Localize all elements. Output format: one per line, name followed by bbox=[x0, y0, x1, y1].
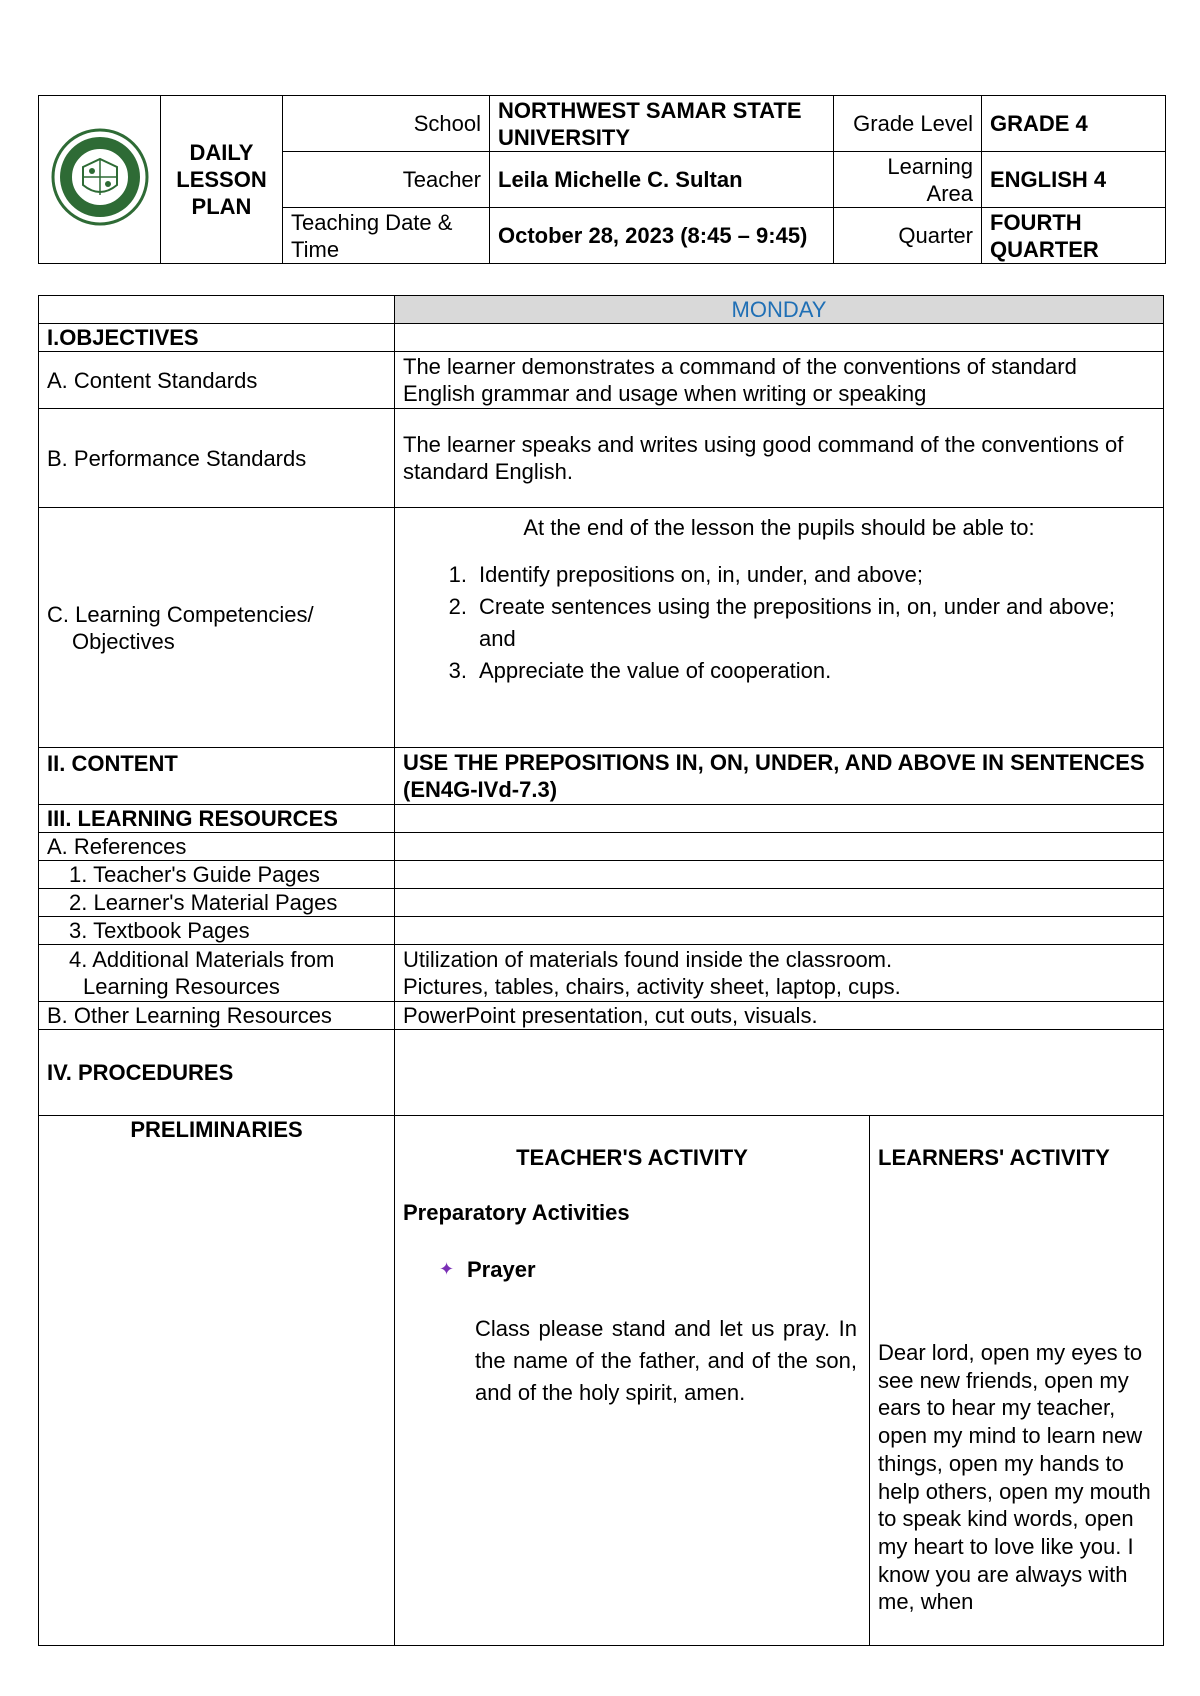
school-seal-icon bbox=[50, 127, 150, 227]
content-heading: II. CONTENT bbox=[39, 748, 395, 805]
objectives-heading: I.OBJECTIVES bbox=[39, 324, 395, 352]
additional-materials-value: Utilization of materials found inside the classroom. bbox=[403, 947, 893, 972]
learners-material-label: 2. Learner's Material Pages bbox=[39, 889, 395, 917]
preparatory-heading: Preparatory Activities bbox=[403, 1200, 630, 1225]
resources-heading: III. LEARNING RESOURCES bbox=[39, 805, 395, 833]
performance-standards-label: B. Performance Standards bbox=[39, 409, 395, 508]
content-standards-value: The learner demonstrates a command of the conventions of standard English grammar and usage when writing or speaking bbox=[395, 352, 1164, 409]
teachers-guide-label: 1. Teacher's Guide Pages bbox=[39, 861, 395, 889]
textbook-label: 3. Textbook Pages bbox=[39, 917, 395, 945]
date-label: Teaching Date & Time bbox=[283, 208, 490, 264]
performance-standards-value: The learner speaks and writes using good command of the conventions of standard English. bbox=[395, 409, 1164, 508]
school-label: School bbox=[283, 96, 490, 152]
competencies-label: C. Learning Competencies/ bbox=[47, 601, 314, 627]
additional-materials-label: 4. Additional Materials from bbox=[69, 947, 335, 972]
teacher-activity-heading: TEACHER'S ACTIVITY bbox=[516, 1145, 748, 1170]
procedures-heading: IV. PROCEDURES bbox=[39, 1030, 395, 1116]
additional-materials-label-2: Learning Resources bbox=[83, 974, 280, 999]
day-heading: MONDAY bbox=[395, 296, 1164, 324]
learner-activity-heading: LEARNERS' ACTIVITY bbox=[878, 1145, 1110, 1170]
list-item: 1. Identify prepositions on, in, under, and above; bbox=[448, 562, 923, 587]
other-resources-label: B. Other Learning Resources bbox=[39, 1002, 395, 1030]
other-resources-value: PowerPoint presentation, cut outs, visuals. bbox=[395, 1002, 1164, 1030]
competencies-label-2: Objectives bbox=[72, 628, 175, 654]
teacher-label: Teacher bbox=[283, 152, 490, 208]
quarter-label: Quarter bbox=[834, 208, 982, 264]
lesson-plan-table bbox=[38, 295, 1164, 1646]
area-value: ENGLISH 4 bbox=[982, 152, 1166, 208]
arrow-bullet-icon: ✦ bbox=[439, 1259, 455, 1279]
additional-materials-value-2: Pictures, tables, chairs, activity sheet, laptop, cups. bbox=[403, 974, 901, 999]
school-logo-cell bbox=[39, 96, 161, 264]
learner-prayer-text: Dear lord, open my eyes to see new friends, open my ears to hear my teacher, open my mind to learn new things, open my hands to help others, open my mouth to speak kind words, open my heart to love like you. I know you are always with me, when bbox=[878, 1340, 1151, 1615]
date-value: October 28, 2023 (8:45 – 9:45) bbox=[490, 208, 834, 264]
teacher-prayer-text: Class please stand and let us pray. In the name of the father, and of the son, and of the holy spirit, amen. bbox=[475, 1316, 857, 1405]
header-table bbox=[38, 95, 1166, 264]
teacher-value: Leila Michelle C. Sultan bbox=[490, 152, 834, 208]
prayer-heading: Prayer bbox=[467, 1257, 536, 1282]
area-label: Learning Area bbox=[834, 152, 982, 208]
competencies-list bbox=[403, 559, 1155, 687]
grade-label: Grade Level bbox=[834, 96, 982, 152]
grade-value: GRADE 4 bbox=[982, 96, 1166, 152]
preliminaries-heading: PRELIMINARIES bbox=[39, 1116, 395, 1646]
school-value: NORTHWEST SAMAR STATE UNIVERSITY bbox=[490, 96, 834, 152]
competencies-intro: At the end of the lesson the pupils should be able to: bbox=[523, 515, 1035, 540]
quarter-value: FOURTH QUARTER bbox=[982, 208, 1166, 264]
list-item: 3. Appreciate the value of cooperation. bbox=[448, 658, 832, 683]
content-value: USE THE PREPOSITIONS IN, ON, UNDER, AND ABOVE IN SENTENCES (EN4G-IVd-7.3) bbox=[395, 748, 1164, 805]
plan-title: DAILY LESSON PLAN bbox=[161, 96, 283, 264]
references-label: A. References bbox=[39, 833, 395, 861]
content-standards-label: A. Content Standards bbox=[39, 352, 395, 409]
list-item: 2. Create sentences using the prepositions in, on, under and above; and bbox=[448, 594, 1115, 651]
